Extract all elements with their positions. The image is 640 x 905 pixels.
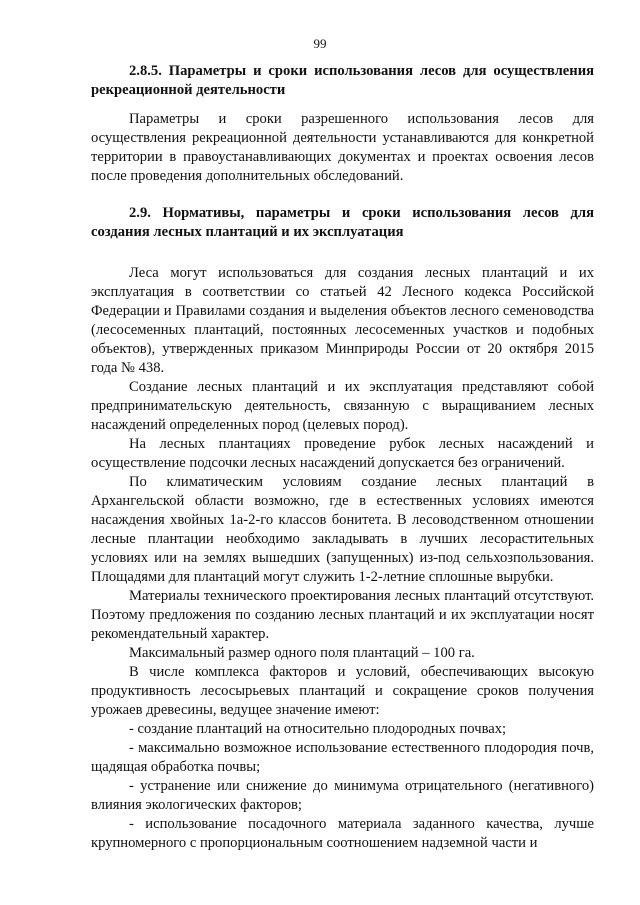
section-2-9-body xyxy=(91,264,594,853)
paragraph: По климатическим условиям создание лесных плантаций в Архангельской области возможно, где в естественных условиях имеются насаждения хвойных 1а-2-го классов бонитета. В лесоводственном отношении лесные плантации необходимо закладывать в лучших лесорастительных условиях или на землях вышедших (запущенных) из-под сельхозпользования. Площадями для плантаций могут служить 1-2-летние сплошные вырубки. xyxy=(91,474,594,585)
section-heading-2-9: 2.9. Нормативы, параметры и сроки использования лесов для создания лесных плантаций и их эксплуатация xyxy=(91,205,594,240)
paragraph: Леса могут использоваться для создания лесных плантаций и их эксплуатация в соответствии со статьей 42 Лесного кодекса Российской Федерации и Правилами создания и выделения объектов лесного семеноводства (лесосеменных плантаций, постоянных лесосеменных участков и подобных объектов), утвержденных приказом Минприроды России от 20 октября 2015 года № 438. xyxy=(91,265,594,376)
paragraph: Материалы технического проектирования лесных плантаций отсутствуют. Поэтому предложения по созданию лесных плантаций и их эксплуатации носят рекомендательный характер. xyxy=(91,588,594,642)
list-item: - устранение или снижение до минимума отрицательного (негативного) влияния экологических факторов; xyxy=(91,778,594,813)
list-item: - использование посадочного материала заданного качества, лучше крупномерного с пропорциональным соотношением надземной части и xyxy=(91,816,594,851)
page-number: 99 xyxy=(313,36,327,51)
paragraph: Создание лесных плантаций и их эксплуатация представляют собой предпринимательскую деятельность, связанную с выращиванием лесных насаждений определенных пород (целевых пород). xyxy=(91,379,594,433)
paragraph: В числе комплекса факторов и условий, обеспечивающих высокую продуктивность лесосырьевых плантаций и сокращение сроков получения урожаев древесины, ведущее значение имеют: xyxy=(91,664,594,718)
list-item: - максимально возможное использование естественного плодородия почв, щадящая обработка почвы; xyxy=(91,740,594,775)
section-heading-2-8-5: 2.8.5. Параметры и сроки использования лесов для осуществления рекреационной деятельности xyxy=(91,63,594,98)
paragraph-recreation: Параметры и сроки разрешенного использования лесов для осуществления рекреационной деятельности устанавливаются для конкретной территории в правоустанавливающих документах и проектах освоения лесов после проведения дополнительных обследований. xyxy=(91,111,594,184)
paragraph: На лесных плантациях проведение рубок лесных насаждений и осуществление подсочки лесных насаждений допускается без ограничений. xyxy=(91,436,594,471)
list-item: - создание плантаций на относительно плодородных почвах; xyxy=(129,721,507,737)
paragraph: Максимальный размер одного поля плантаций – 100 га. xyxy=(129,645,475,661)
